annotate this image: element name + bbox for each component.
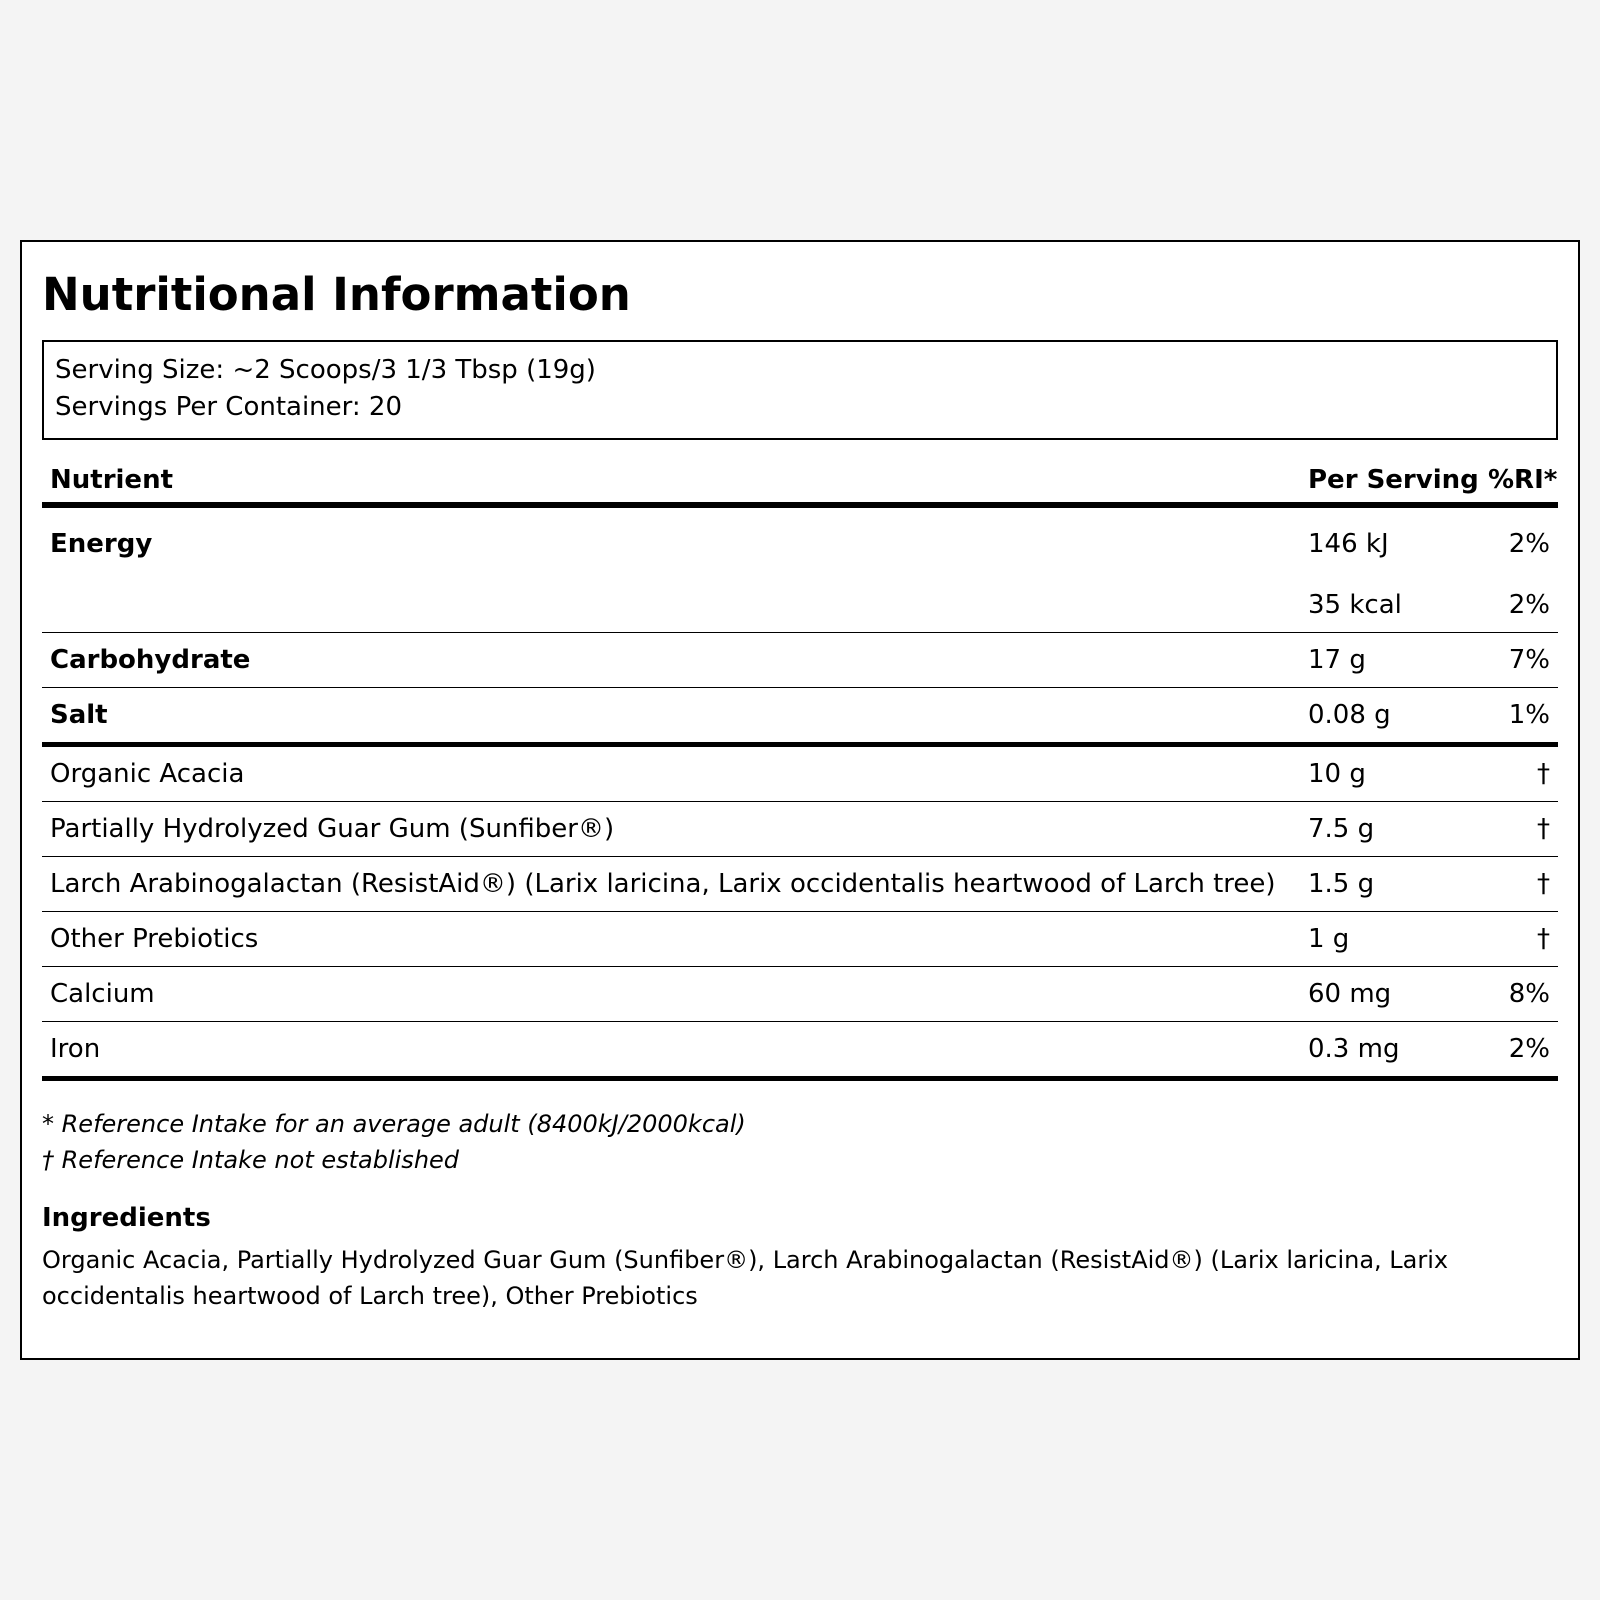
- nutrient-amount: 7.5 g: [1308, 814, 1375, 844]
- nutrient-name: Energy: [50, 529, 153, 559]
- footnote-reference-intake: * Reference Intake for an average adult (8400kJ/2000kcal): [42, 1110, 746, 1138]
- nutrient-name: Iron: [50, 1034, 101, 1064]
- header-per-serving: Per Serving: [1308, 465, 1479, 495]
- table-row: [42, 633, 1558, 688]
- nutrient-name: Organic Acacia: [50, 759, 245, 789]
- nutrient-amount: 146 kJ: [1308, 529, 1389, 559]
- table-row: [42, 745, 1558, 802]
- table-row: [42, 688, 1558, 745]
- table-row: [42, 857, 1558, 912]
- nutrient-name: Calcium: [50, 979, 155, 1009]
- nutrient-amount: 60 mg: [1308, 979, 1392, 1009]
- nutrient-name: Salt: [50, 700, 108, 730]
- header-ri: %RI*: [1488, 465, 1558, 495]
- footnote-not-established: † Reference Intake not established: [42, 1146, 460, 1174]
- table-row: [42, 1022, 1558, 1079]
- nutrient-ri: †: [1537, 759, 1550, 789]
- nutrient-ri: †: [1537, 814, 1550, 844]
- nutrient-name: Partially Hydrolyzed Guar Gum (Sunfiber®): [50, 814, 615, 844]
- nutrient-amount: 1.5 g: [1308, 869, 1375, 899]
- nutrient-amount: 10 g: [1308, 759, 1366, 789]
- nutrient-amount: 0.3 mg: [1308, 1034, 1400, 1064]
- ingredients-text: Organic Acacia, Partially Hydrolyzed Guar Gum (Sunfiber®), Larch Arabinogalactan (ResistAid®) (Larix laricina, Larix occidentalis heartwood of Larch tree), Other Prebiotics: [42, 1246, 1449, 1310]
- footnotes: [42, 1106, 746, 1178]
- nutrient-ri: 2%: [1508, 529, 1550, 559]
- nutrient-amount: 0.08 g: [1308, 700, 1391, 730]
- nutrient-name: [42, 578, 1300, 633]
- nutrition-table: [42, 458, 1558, 1081]
- nutrient-ri: 1%: [1508, 700, 1550, 730]
- table-row: [42, 578, 1558, 633]
- nutrient-ri: 7%: [1508, 645, 1550, 675]
- page-title: Nutritional Information: [42, 268, 631, 321]
- nutrition-label: [20, 240, 1580, 1360]
- nutrient-ri: †: [1537, 869, 1550, 899]
- table-row: [42, 505, 1558, 578]
- nutrient-ri: 8%: [1508, 979, 1550, 1009]
- nutrient-amount: 1 g: [1308, 924, 1350, 954]
- nutrient-ri: †: [1537, 924, 1550, 954]
- ingredients-heading: Ingredients: [42, 1203, 211, 1233]
- nutrient-name: Carbohydrate: [50, 645, 251, 675]
- nutrient-amount: 17 g: [1308, 645, 1366, 675]
- table-row: [42, 802, 1558, 857]
- serving-size: Serving Size: ~2 Scoops/3 1/3 Tbsp (19g): [55, 355, 596, 385]
- table-row: [42, 912, 1558, 967]
- servings-per-container: Servings Per Container: 20: [55, 392, 403, 422]
- serving-info-box: [42, 340, 1558, 440]
- nutrient-ri: 2%: [1508, 1034, 1550, 1064]
- nutrient-name: Other Prebiotics: [50, 924, 259, 954]
- table-row: [42, 967, 1558, 1022]
- table-header-row: [42, 458, 1558, 505]
- nutrient-name: Larch Arabinogalactan (ResistAid®) (Larix laricina, Larix occidentalis heartwood of Larch tree): [50, 869, 1276, 899]
- header-nutrient: Nutrient: [50, 465, 174, 495]
- nutrient-amount: 35 kcal: [1308, 590, 1402, 620]
- nutrient-ri: 2%: [1508, 590, 1550, 620]
